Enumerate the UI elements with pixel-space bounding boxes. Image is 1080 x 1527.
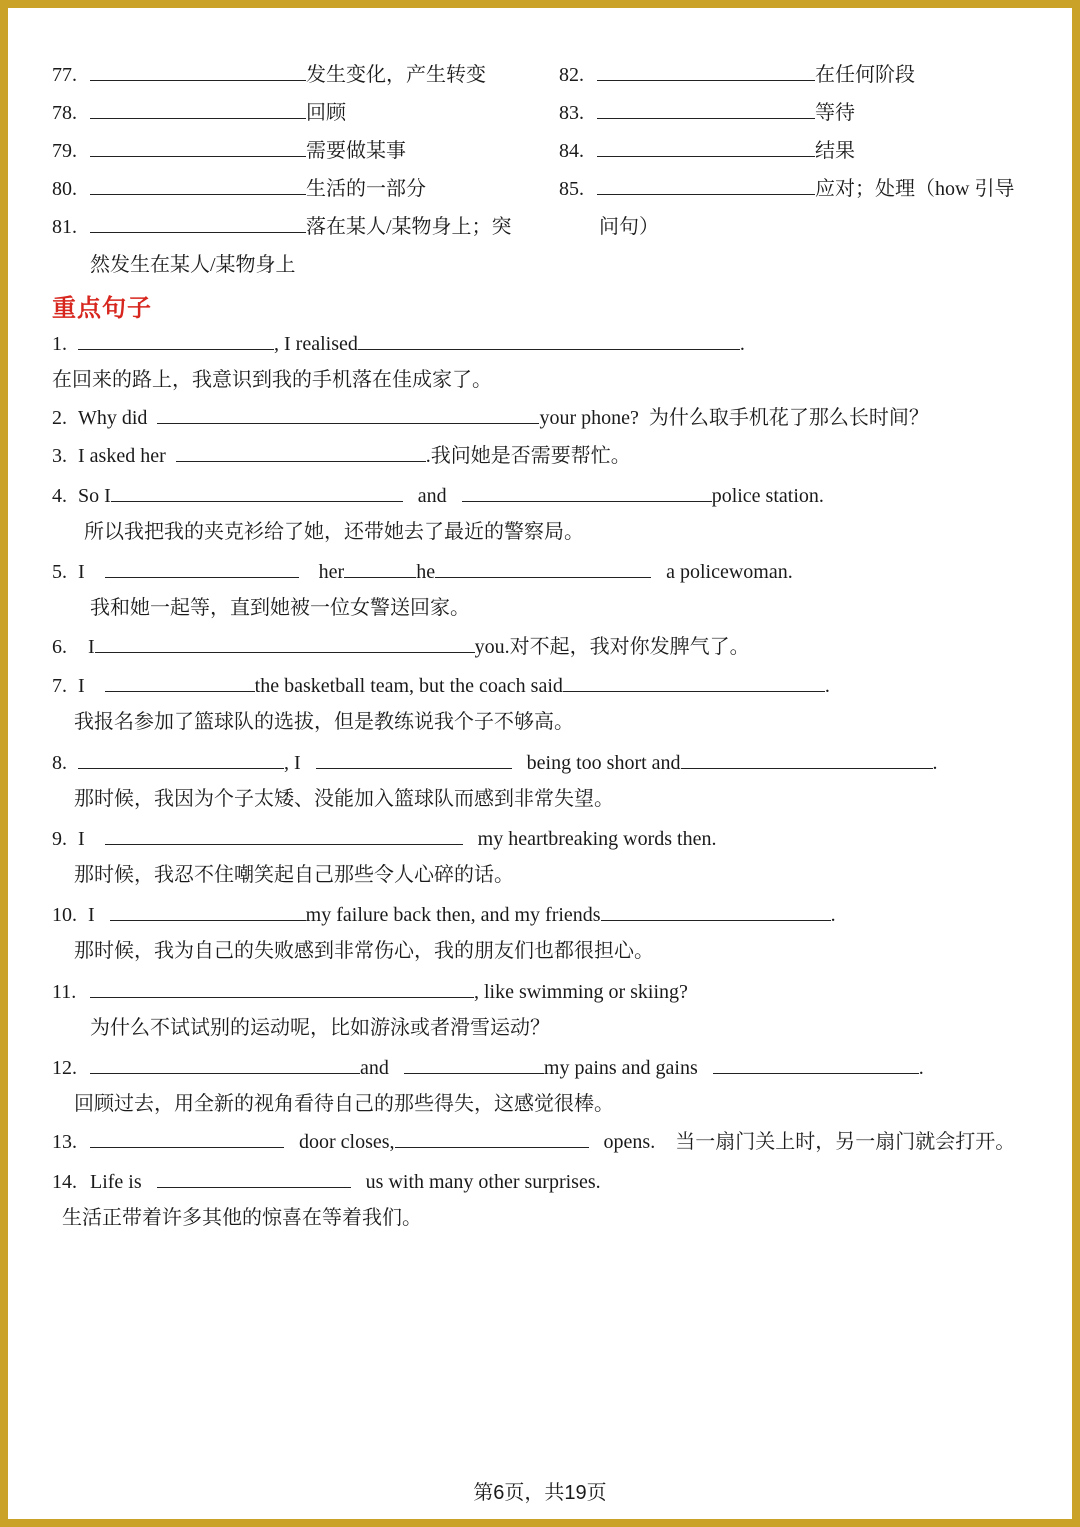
vocab-item-82: 82. 在任何阶段 <box>559 64 915 86</box>
answer-blank[interactable] <box>78 750 284 769</box>
answer-blank[interactable] <box>90 138 306 157</box>
answer-blank[interactable] <box>404 1055 544 1074</box>
vocab-item-85-continued: 问句） <box>599 216 659 238</box>
page-number: 第6页，共19页 <box>473 1482 607 1504</box>
answer-blank[interactable] <box>316 750 512 769</box>
vocab-item-80: 80. 生活的一部分 <box>52 178 426 200</box>
answer-blank[interactable] <box>344 559 416 578</box>
answer-blank[interactable] <box>435 559 651 578</box>
answer-blank[interactable] <box>105 559 299 578</box>
sentence-5-translation: 我和她一起等，直到她被一位女警送回家。 <box>90 597 470 619</box>
sentence-1: 1. , I realised . <box>52 333 745 355</box>
sentence-4: 4. So I and police station. <box>52 485 824 507</box>
answer-blank[interactable] <box>157 405 539 424</box>
answer-blank[interactable] <box>358 331 740 350</box>
answer-blank[interactable] <box>78 331 274 350</box>
answer-blank[interactable] <box>90 100 306 119</box>
sentence-11: 11. , like swimming or skiing? <box>52 981 688 1003</box>
answer-blank[interactable] <box>597 62 815 81</box>
answer-blank[interactable] <box>105 673 255 692</box>
sentence-14: 14. Life is us with many other surprises. <box>52 1171 601 1193</box>
answer-blank[interactable] <box>597 176 815 195</box>
sentence-9: 9. I my heartbreaking words then. <box>52 828 717 850</box>
answer-blank[interactable] <box>601 902 831 921</box>
sentence-7-translation: 我报名参加了篮球队的选拔，但是教练说我个子不够高。 <box>74 711 574 733</box>
answer-blank[interactable] <box>597 100 815 119</box>
sentence-6: 6. I you.对不起，我对你发脾气了。 <box>52 636 750 658</box>
sentence-8-translation: 那时候，我因为个子太矮、没能加入篮球队而感到非常失望。 <box>74 788 614 810</box>
sentence-12: 12. and my pains and gains . <box>52 1057 924 1079</box>
sentence-7: 7. I the basketball team, but the coach said . <box>52 675 830 697</box>
answer-blank[interactable] <box>713 1055 919 1074</box>
sentence-9-translation: 那时候，我忍不住嘲笑起自己那些令人心碎的话。 <box>74 864 514 886</box>
answer-blank[interactable] <box>90 1129 284 1148</box>
sentence-1-translation: 在回来的路上，我意识到我的手机落在佳成家了。 <box>52 369 492 391</box>
answer-blank[interactable] <box>90 176 306 195</box>
answer-blank[interactable] <box>95 634 475 653</box>
sentence-5: 5. I her he a policewoman. <box>52 561 793 583</box>
answer-blank[interactable] <box>110 902 306 921</box>
sentence-4-translation: 所以我把我的夹克衫给了她，还带她去了最近的警察局。 <box>84 521 584 543</box>
vocab-item-83: 83. 等待 <box>559 102 855 124</box>
answer-blank[interactable] <box>111 483 403 502</box>
answer-blank[interactable] <box>681 750 933 769</box>
sentence-12-translation: 回顾过去，用全新的视角看待自己的那些得失，这感觉很棒。 <box>74 1093 614 1115</box>
sentence-3: 3. I asked her .我问她是否需要帮忙。 <box>52 445 631 467</box>
answer-blank[interactable] <box>157 1169 351 1188</box>
vocab-item-84: 84. 结果 <box>559 140 855 162</box>
sentence-8: 8. , I being too short and . <box>52 752 938 774</box>
sentence-13: 13. door closes, opens. 当一扇门关上时，另一扇门就会打开。 <box>52 1131 1016 1153</box>
vocab-item-79: 79. 需要做某事 <box>52 140 406 162</box>
section-title: 重点句子 <box>52 296 152 322</box>
sentence-2: 2. Why did your phone? 为什么取手机花了那么长时间？ <box>52 407 929 429</box>
vocab-item-81: 81. 落在某人/某物身上；突 <box>52 216 512 238</box>
answer-blank[interactable] <box>462 483 712 502</box>
sentence-10: 10. I my failure back then, and my friends . <box>52 904 836 926</box>
answer-blank[interactable] <box>597 138 815 157</box>
vocab-item-77: 77. 发生变化，产生转变 <box>52 64 486 86</box>
answer-blank[interactable] <box>90 214 306 233</box>
vocab-item-81-continued: 然发生在某人/某物身上 <box>90 254 296 276</box>
answer-blank[interactable] <box>90 1055 360 1074</box>
sentence-11-translation: 为什么不试试别的运动呢，比如游泳或者滑雪运动？ <box>90 1017 550 1039</box>
answer-blank[interactable] <box>395 1129 589 1148</box>
answer-blank[interactable] <box>176 443 426 462</box>
vocab-item-85: 85. 应对；处理（how 引导 <box>559 178 1015 200</box>
answer-blank[interactable] <box>563 673 825 692</box>
sentence-10-translation: 那时候，我为自己的失败感到非常伤心，我的朋友们也都很担心。 <box>74 940 654 962</box>
sentence-14-translation: 生活正带着许多其他的惊喜在等着我们。 <box>62 1207 422 1229</box>
answer-blank[interactable] <box>90 979 474 998</box>
answer-blank[interactable] <box>105 826 463 845</box>
vocab-item-78: 78. 回顾 <box>52 102 346 124</box>
answer-blank[interactable] <box>90 62 306 81</box>
